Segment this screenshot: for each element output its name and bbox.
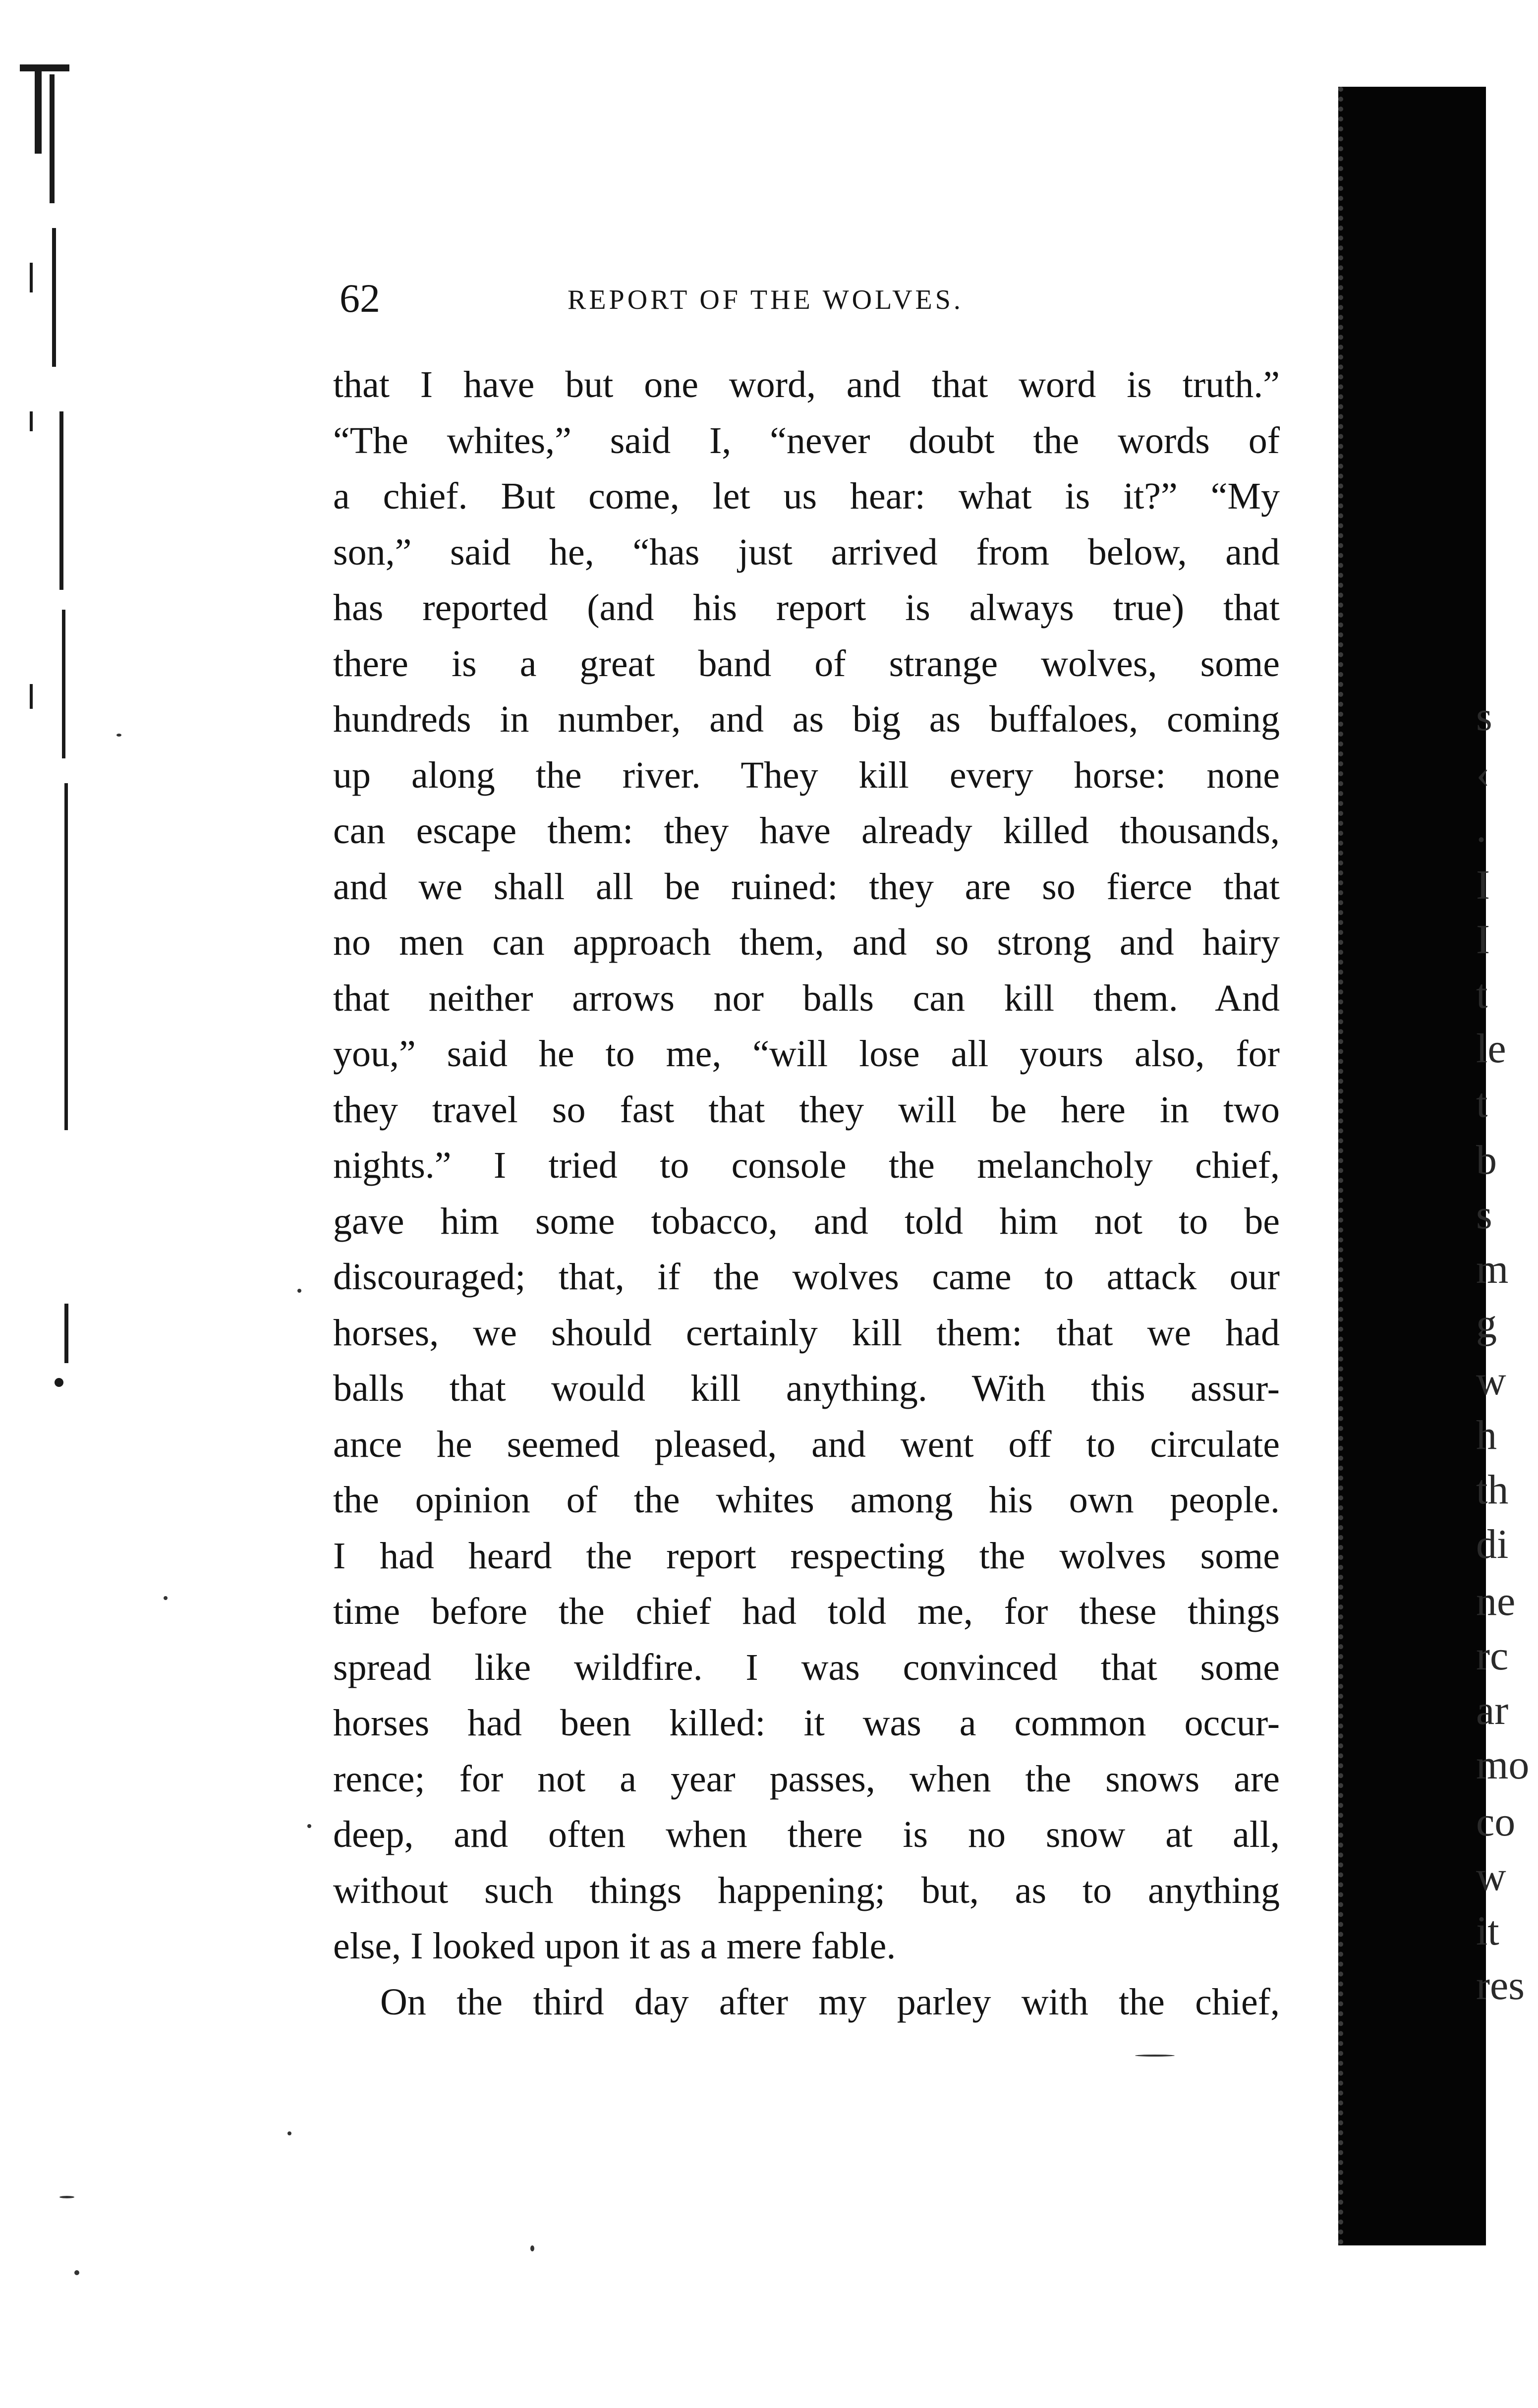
paragraph-end-line: else, I looked upon it as a mere fable. <box>333 1925 896 1967</box>
text-line: that I have but one word, and that word is truth.” <box>333 364 1280 405</box>
bleed-text: h <box>1476 1412 1497 1458</box>
bleed-text: ‹ <box>1476 750 1490 797</box>
bleed-text: g <box>1476 1301 1497 1347</box>
bleed-text: m <box>1476 1246 1509 1292</box>
text-line: I had heard the report respecting the wolves some <box>333 1535 1280 1577</box>
bleed-text: di <box>1476 1521 1509 1567</box>
text-line: can escape them: they have already killed thousands, <box>333 810 1280 852</box>
bleed-text: s <box>1476 693 1492 740</box>
text-line: horses, we should certainly kill them: that we had <box>333 1312 1280 1354</box>
paragraph-start-line: On the third day after my parley with the chief, <box>380 1981 1280 2023</box>
bleed-text: t <box>1476 971 1488 1017</box>
bleed-text: rc <box>1476 1633 1509 1679</box>
text-line: discouraged; that, if the wolves came to attack our <box>333 1256 1280 1298</box>
bleed-text: s <box>1476 1192 1492 1238</box>
text-line: hundreds in number, and as big as buffaloes, coming <box>333 698 1280 740</box>
bleed-text: t <box>1476 1080 1488 1126</box>
text-line: no men can approach them, and so strong and hairy <box>333 921 1280 963</box>
page-header <box>0 275 1538 335</box>
text-line: spread like wildfire. I was convinced that some <box>333 1646 1280 1688</box>
left-scan-edge <box>15 64 69 1403</box>
bleed-text: ne <box>1476 1578 1516 1624</box>
bleed-text: w <box>1476 1358 1506 1404</box>
page-number: 62 <box>340 276 380 321</box>
bleed-text: th <box>1476 1467 1509 1513</box>
text-line: that neither arrows nor balls can kill them. And <box>333 977 1280 1019</box>
body-text <box>333 357 1280 2030</box>
text-line: deep, and often when there is no snow at all, <box>333 1814 1280 1855</box>
gutter-shadow <box>1338 87 1486 2245</box>
bleed-text: . <box>1476 805 1486 851</box>
bleed-text: w <box>1476 1853 1506 1899</box>
text-line: “The whites,” said I, “never doubt the words of <box>333 419 1280 461</box>
text-line: the opinion of the whites among his own people. <box>333 1479 1280 1521</box>
bleed-text: I <box>1476 917 1490 963</box>
text-line: they travel so fast that they will be here in two <box>333 1089 1280 1131</box>
text-line: a chief. But come, let us hear: what is it?” “My <box>333 475 1280 517</box>
text-line: son,” said he, “has just arrived from below, and <box>333 531 1280 573</box>
text-line: balls that would kill anything. With this assur- <box>333 1368 1280 1409</box>
bleed-text: mo <box>1476 1742 1530 1788</box>
text-line: there is a great band of strange wolves, some <box>333 642 1280 685</box>
text-line: time before the chief had told me, for these things <box>333 1591 1280 1632</box>
bleed-text: it <box>1476 1908 1499 1954</box>
text-line: nights.” I tried to console the melancholy chief, <box>333 1145 1280 1186</box>
text-line: horses had been killed: it was a common occur- <box>333 1702 1280 1744</box>
bleed-text: ar <box>1476 1687 1509 1733</box>
text-line: rence; for not a year passes, when the snows are <box>333 1758 1280 1800</box>
text-line: gave him some tobacco, and told him not to be <box>333 1200 1280 1242</box>
text-line: you,” said he to me, “will lose all yours also, for <box>333 1033 1280 1075</box>
running-head: REPORT OF THE WOLVES. <box>568 285 964 315</box>
bleed-text: I <box>1476 862 1490 908</box>
bleed-text: b <box>1476 1137 1497 1183</box>
text-line: up along the river. They kill every horse: none <box>333 754 1280 796</box>
text-line: without such things happening; but, as to anything <box>333 1869 1280 1911</box>
bleed-text: le <box>1476 1026 1506 1072</box>
text-line: has reported (and his report is always true) that <box>333 587 1280 629</box>
text-line: and we shall all be ruined: they are so fierce that <box>333 865 1280 908</box>
bleed-text: res <box>1476 1962 1525 2008</box>
bleed-text: co <box>1476 1799 1516 1845</box>
text-line: ance he seemed pleased, and went off to circulate <box>333 1423 1280 1465</box>
